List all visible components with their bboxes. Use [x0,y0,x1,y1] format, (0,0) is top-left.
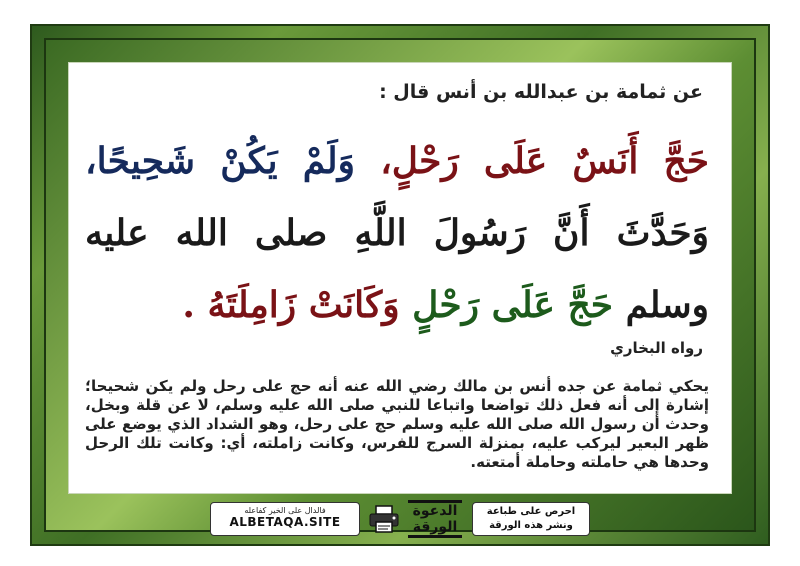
chain-of-narration: عن ثمامة بن عبدالله بن أنس قال : [379,81,703,103]
footer-bar [210,500,590,540]
site-tagline: فالدال على الخير كفاعله [244,506,326,515]
logo-line-2: الورقة [412,519,458,535]
print-line-1: احرص على طباعة [486,506,576,517]
site-url[interactable]: ALBETAQA.SITE [229,515,341,529]
print-reminder-box [472,502,590,536]
hadith-part-2: وَلَمْ يَكُنْ شَحِيحًا، [85,140,356,182]
explanation-text: يحكي ثمامة عن جده أنس بن مالك رضي الله عنه أنه حج على رحل ولم يكن شحيحا؛ إشارة إلى أنه فعل ذلك تواضعا واتباعا للنبي صلى الله عليه وسلم، لا عن قلة وبخل، وحدث أن رسول الله صلى الله عليه وسلم حج على رحل، وهو الشداد الذي يوضع على ظهر البعير ليركب عليه، بمنزلة السرج للفرس، وكانت زاملته، أي: وكانت تلك الرحل وحدها هي حاملته وحاملة أمتعته. [85,377,709,471]
hadith-part-5: وَكَانَتْ زَامِلَتَهُ . [182,284,400,326]
print-line-2: ونشر هذه الورقة [489,520,573,531]
website-box[interactable] [210,502,360,536]
hadith-part-4: حَجَّ عَلَى رَحْلٍ [412,284,614,326]
hadith-part-3: وَحَدَّثَ أَنَّ رَسُولَ اللَّهِ صلى الله عليه وسلم [85,212,709,326]
logo-line-1: الدعوة [412,503,458,519]
narrator-source: رواه البخاري [610,339,703,357]
hadith-text [85,125,709,341]
brand-logo [408,500,462,538]
hadith-part-1: حَجَّ أَنَسٌ عَلَى رَحْلٍ، [380,140,709,182]
content-card [68,62,732,494]
printer-icon [368,504,400,534]
